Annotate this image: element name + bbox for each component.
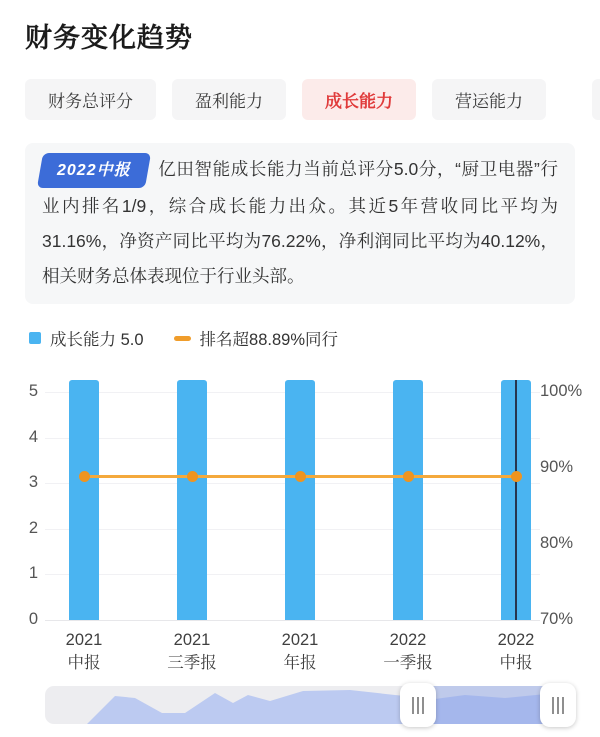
x-axis-label-line: 年报 xyxy=(283,654,317,672)
left-axis-tick: 5 xyxy=(28,382,38,400)
x-axis-label-line: 2021 xyxy=(173,631,211,649)
x-axis-label xyxy=(252,629,348,675)
legend-label: 排名超88.89%同行 xyxy=(199,331,338,349)
datazoom-handle-left[interactable] xyxy=(400,683,436,727)
x-axis-label xyxy=(36,629,132,675)
x-axis-label-line: 中报 xyxy=(67,654,101,672)
x-axis-label-line: 三季报 xyxy=(167,654,217,672)
chart-legend xyxy=(29,326,338,350)
x-axis-label xyxy=(360,629,456,675)
tab-operation[interactable]: 营运能力 xyxy=(432,79,546,120)
right-axis-tick: 100% xyxy=(540,382,583,400)
tab-profitability[interactable]: 盈利能力 xyxy=(172,79,286,120)
x-axis-label-line: 中报 xyxy=(499,654,533,672)
rank-data-point[interactable] xyxy=(403,471,414,482)
score-bar[interactable] xyxy=(285,380,315,620)
rank-data-point[interactable] xyxy=(79,471,90,482)
legend-item-growth[interactable] xyxy=(29,326,144,350)
x-axis-label xyxy=(144,629,240,675)
datazoom-track[interactable] xyxy=(45,686,576,724)
left-axis-tick: 3 xyxy=(28,473,38,492)
score-bar[interactable] xyxy=(69,380,99,620)
x-axis-label-line: 2022 xyxy=(389,631,427,649)
bar-series-swatch-icon xyxy=(29,332,41,344)
grip-icon xyxy=(557,697,559,714)
rank-data-point[interactable] xyxy=(187,471,198,482)
x-axis-label-line: 一季报 xyxy=(383,654,433,672)
line-series-swatch-icon xyxy=(174,336,191,341)
growth-trend-chart xyxy=(0,375,600,681)
page-title: 财务变化趋势 xyxy=(25,23,193,53)
summary-text: 亿田智能成长能力当前总评分5.0分，“厨卫电器”行业内排名1/9，综合成长能力出众。其近5年营收同比平均为31.16%，净资产同比平均为76.22%，净利润同比平均为40.12%，相关财务总体表现位于行业头部。 xyxy=(42,159,558,286)
datazoom-slider xyxy=(45,686,576,724)
highlight-crosshair-line xyxy=(515,380,517,620)
score-bar[interactable] xyxy=(177,380,207,620)
rank-data-point[interactable] xyxy=(511,471,522,482)
right-axis-tick: 70% xyxy=(540,610,574,628)
score-bar[interactable] xyxy=(393,380,423,620)
left-axis-tick: 0 xyxy=(28,610,38,628)
gridline xyxy=(45,620,540,621)
metric-tabs xyxy=(25,79,546,120)
tab-overall-score[interactable]: 财务总评分 xyxy=(25,79,156,120)
left-axis-tick: 2 xyxy=(28,518,38,537)
datazoom-handle-right[interactable] xyxy=(540,683,576,727)
legend-item-rank[interactable] xyxy=(174,326,338,350)
x-axis-label xyxy=(468,629,564,675)
summary-box xyxy=(25,143,575,304)
left-axis-tick: 1 xyxy=(28,564,38,583)
legend-label: 成长能力 5.0 xyxy=(50,331,144,349)
x-axis-label-line: 2021 xyxy=(281,631,319,649)
grip-icon xyxy=(417,697,419,714)
right-axis-tick: 80% xyxy=(540,534,574,552)
tab-partial-clipped[interactable] xyxy=(592,79,600,120)
tab-growth[interactable]: 成长能力 xyxy=(302,79,416,120)
x-axis-label-line: 2021 xyxy=(65,631,103,649)
report-period-badge: 2022中报 xyxy=(42,152,146,189)
rank-data-point[interactable] xyxy=(295,471,306,482)
right-axis-tick: 90% xyxy=(540,458,574,476)
x-axis-label-line: 2022 xyxy=(497,631,535,649)
left-axis-tick: 4 xyxy=(28,427,38,446)
